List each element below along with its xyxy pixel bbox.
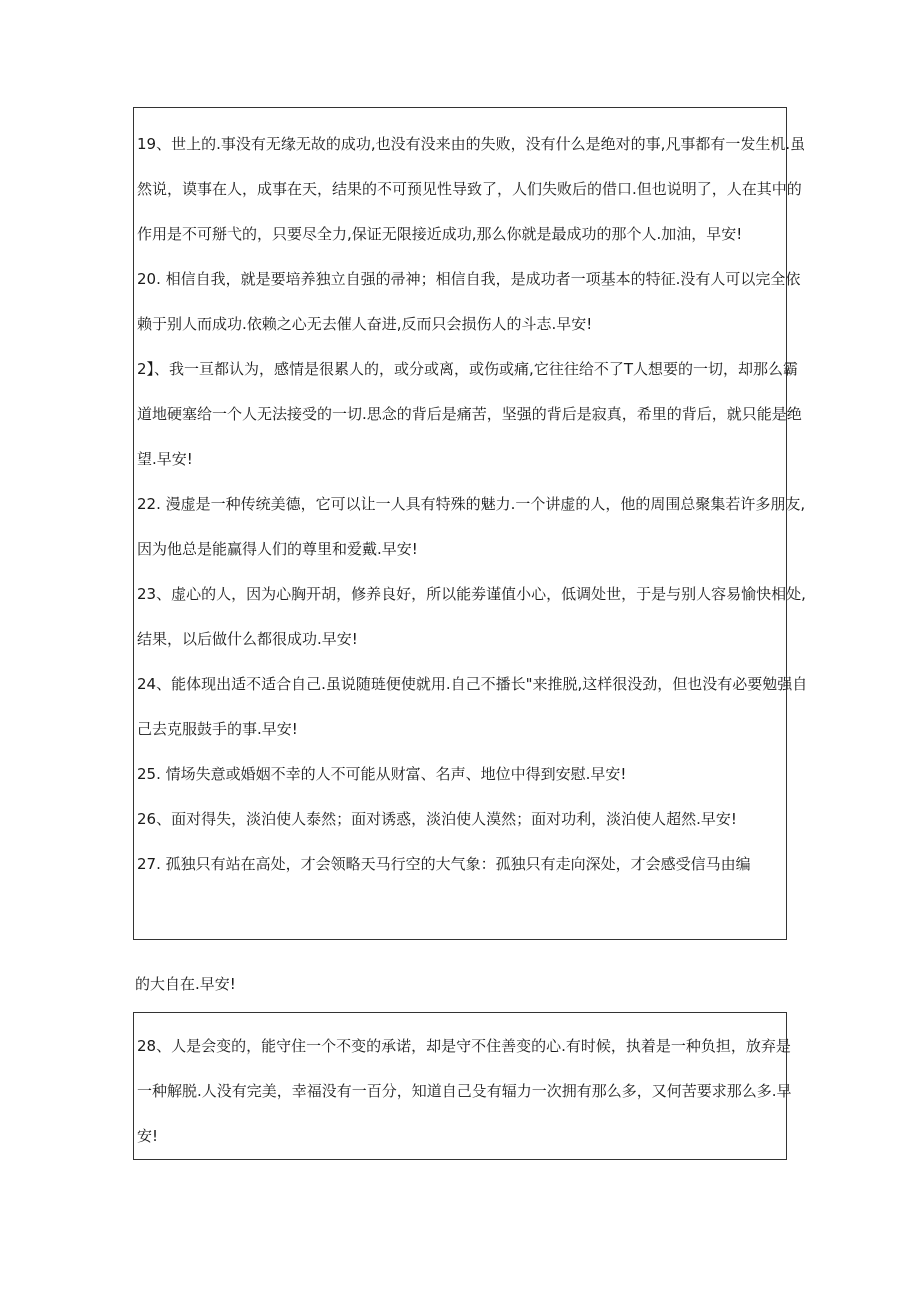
- text-line: 26、面对得失，淡泊使人泰然；面对诱惑，淡泊使人漠然；面对功利，淡泊使人超然.早安!: [137, 810, 737, 828]
- text-line: 19、世上的.事没有无缘无故的成功,也没有没来由的失败，没有什么是绝对的事,凡事都有一发生机.虽: [137, 135, 806, 153]
- text-box-upper: [133, 107, 808, 940]
- entries-lower: [134, 1013, 792, 1159]
- text-line: 20. 相信自我，就是要培养独立自强的帚神；相信自我，是成功者一项基本的特征.没有人可以完全依: [137, 270, 801, 288]
- text-line: 结果，以后做什么都很成功.早安!: [137, 630, 358, 648]
- text-line: 安!: [137, 1127, 159, 1145]
- text-line: 23、虚心的人，因为心胸开胡，修养良好，所以能劵谨值小心，低调处世，于是与别人容易愉快相处,: [137, 585, 806, 603]
- text-line: 24、能体现出适不适合自己.虽说随琏便使就用.自己不播长"来推脱,这样很没劲，但也没有必要勉强自: [137, 675, 808, 693]
- entries-upper: [134, 108, 808, 887]
- text-line: 27. 孤独只有站在高处，才会领略天马行空的大气象：孤独只有走向深处，才会感受信马由编: [137, 855, 751, 873]
- text-line: 2】、我一亘都认为，感情是很累人的，或分或离，或伤或痛,它往往给不了T人想要的一切，却那么霸: [137, 360, 798, 378]
- continuation-line: 的大自在.早安!: [135, 975, 236, 993]
- text-line: 一种解脱.人没有完美，幸福没有一百分，知道自己殳有辐力一次拥有那么多，又何苦要求那么多.早: [137, 1082, 792, 1100]
- text-line: 作用是不可掰弋的，只要尽全力,保证无限接近成功,那么你就是最成功的那个人.加油，早安!: [137, 225, 743, 243]
- text-line: 赖于别人而成功.依赖之心无去催人奋进,反而只会损伤人的斗志.早安!: [137, 315, 593, 333]
- text-line: 因为他总是能赢得人们的尊里和爱戴.早安!: [137, 540, 418, 558]
- text-line: 己去克服鼓手的事.早安!: [137, 720, 298, 738]
- text-line: 望.早安!: [137, 450, 193, 468]
- text-line: 25. 情场失意或婚姻不幸的人不可能从财富、名声、地位中得到安慰.早安!: [137, 765, 627, 783]
- text-line: 22. 漫虚是一种传统美德，它可以让一人具有特殊的魅力.一个讲虚的人，他的周围总聚集若许多朋友,: [137, 495, 806, 513]
- text-line: 然说，谟事在人，成事在天，结果的不可预见性导致了，人们失败后的借口.但也说明了，人在其中的: [137, 180, 802, 198]
- text-box-lower: [133, 1012, 792, 1160]
- text-line: 28、人是会变的，能守住一个不变的承诺，却是守不住善变的心.有时候，执着是一种负担，放弃是: [137, 1037, 791, 1055]
- text-line: 道地硬塞给一个人无法接受的一切.思念的背后是痛苦，坚强的背后是寂真，希里的背后，就只能是绝: [137, 405, 802, 423]
